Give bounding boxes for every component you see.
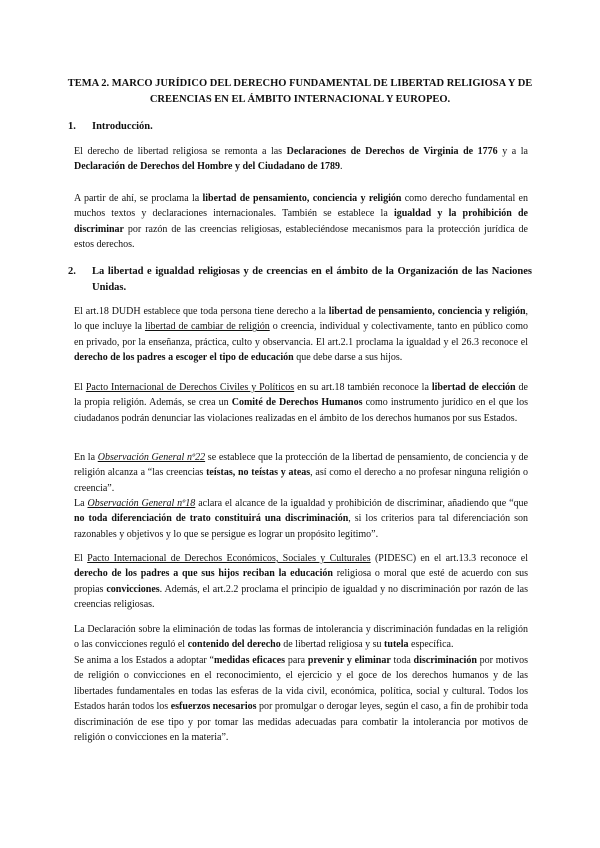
paragraph-origins: El derecho de libertad religiosa se remonta a las Declaraciones de Derechos de Virginia de 1776 y a la Declaración de Derechos del Hombre y del Ciudadano de 1789. [74,146,528,173]
paragraph-pidesc: El Pacto Internacional de Derechos Económicos, Sociales y Culturales (PIDESC) en el art.13.3 reconoce el derecho de los padres a que sus hijos reciban la educación religiosa o moral que esté de acuerdo con sus propias convicciones. Además, el art.2.2 proclama el principio de igualdad y no discriminación por razón de las creencias religiosas. [74,553,528,611]
paragraph-declaracion-intolerancia: La Declaración sobre la eliminación de todas las formas de intolerancia y discriminación fundadas en la religión o las convicciones reguló el contenido del derecho de libertad religiosa y su tutela específica. [74,624,528,651]
section-1-title: Introducción [92,121,151,132]
section-1-number: 1. [68,121,76,132]
section-2-heading [68,264,532,295]
paragraph-observacion-18: La Observación General nº18 aclara el alcance de la igualdad y prohibición de discriminar, añadiendo que “que no toda diferenciación de trato constituirá una discriminación, si los criterios para tal diferenciación son razonables y objetivos y lo que se persigue es lograr un propósito legítimo”. [74,498,528,540]
section-1-heading: 1. Introducción. [92,119,532,135]
section-2-number: 2. [68,266,76,277]
paragraph-dudh: El art.18 DUDH establece que toda persona tiene derecho a la libertad de pensamiento, conciencia y religión, lo que incluye la libertad de cambiar de religión o creencia, individual y colectivamente, tanto en público como en privado, por la enseñanza, práctica, culto y observancia. El art.2.1 proclama la igualdad y el 26.3 reconoce el derecho de los padres a escoger el tipo de educación que debe darse a sus hijos. [74,306,529,364]
french-declaration: Declaración de Derechos del Hombre y del Ciudadano de 1789 [74,161,341,173]
paragraph-medidas-estados: Se anima a los Estados a adoptar “medidas eficaces para prevenir y eliminar toda discriminación por motivos de religión o convicciones en el reconocimiento, el ejercicio y el goce de los derechos humanos y de las libertades fundamentales en todas las esferas de la vida civil, económica, política, social y cultural. Todos los Estados harán todos los esfuerzos necesarios por promulgar o derogar leyes, según el caso, a fin de prohibir toda discriminación de ese tipo y por tomar las medidas adecuadas para combatir la intolerancia por motivos de religión o convicciones en la materia”. [74,655,529,744]
paragraph-pidcp: El Pacto Internacional de Derechos Civiles y Políticos en su art.18 también reconoce la libertad de elección de la propia religión. Además, se crea un Comité de Derechos Humanos como instrumento jurídico en el que los ciudadanos podrán denunciar las violaciones realizadas en el ámbito de los derechos humanos por sus Estados. [74,382,528,424]
virginia-declaration: Declaraciones de Derechos de Virginia de 1776 [286,146,498,157]
paragraph-proclamation: A partir de ahí, se proclama la libertad de pensamiento, conciencia y religión como derecho fundamental en muchos textos y declaraciones internacionales. También se establece la igualdad y la prohibición de discriminar por razón de las creencias religiosas, estableciéndose mecanismos para la protección jurídica de estos derechos. [74,193,528,251]
section-2-title: La libertad e igualdad religiosas y de creencias en el ámbito de la Organización de las Naciones Unidas. [92,266,532,293]
paragraph-observacion-22: En la Observación General nº22 se establece que la protección de la libertad de pensamiento, de conciencia y de religión alcanza a “las creencias teístas, no teístas y ateas, así como el derecho a no profesar ninguna religión o creencia”. [74,452,529,494]
document-title: TEMA 2. MARCO JURÍDICO DEL DERECHO FUNDAMENTAL DE LIBERTAD RELIGIOSA Y DE CREENCIAS EN EL ÁMBITO INTERNACIONAL Y EUROPEO. [67,78,533,105]
